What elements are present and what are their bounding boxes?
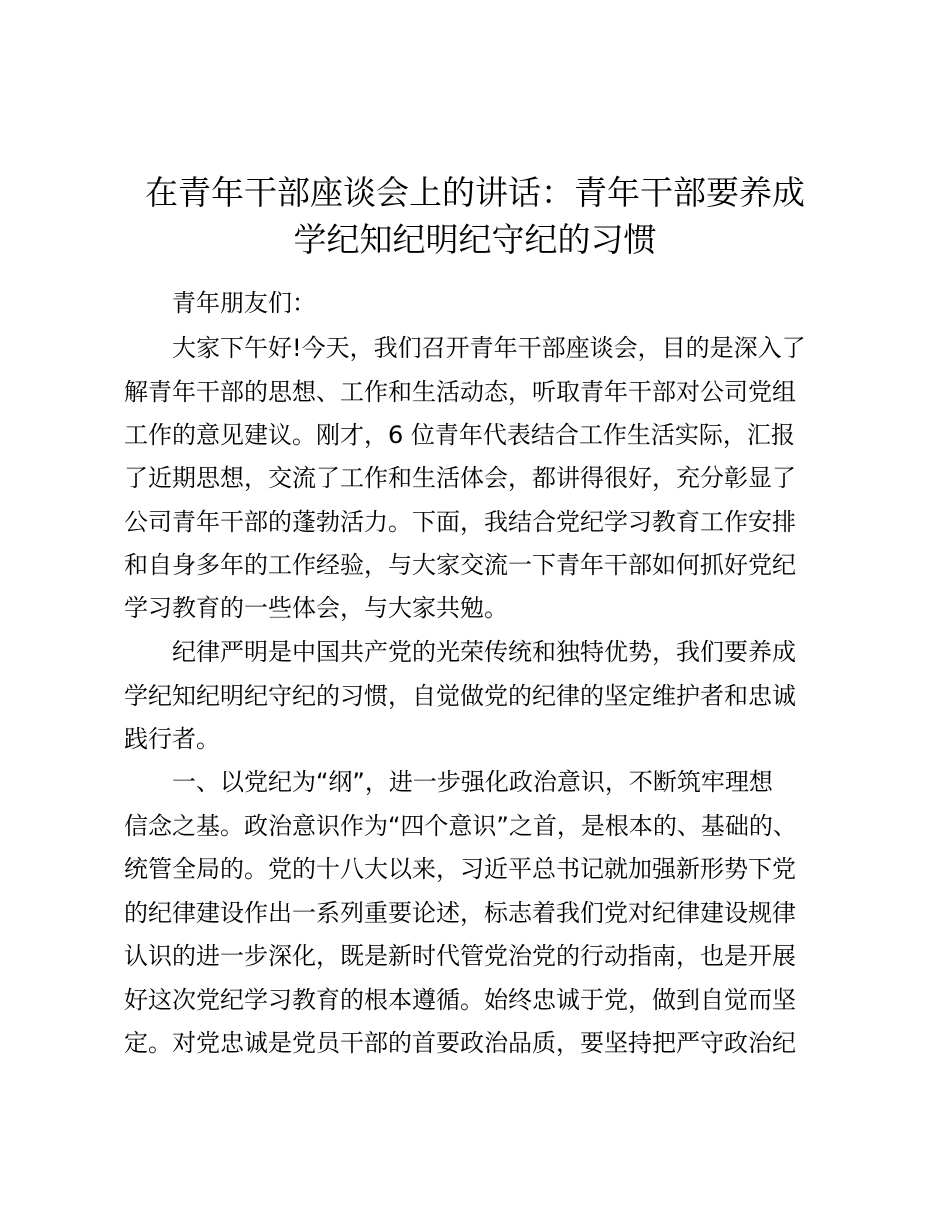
body-line: 解青年干部的思想、工作和生活动态，听取青年干部对公司党组 [124, 378, 796, 406]
body-line: 公司青年干部的蓬勃活力。下面，我结合党纪学习教育工作安排 [124, 508, 796, 536]
body-line: 信念之基。政治意识作为“四个意识”之首，是根本的、基础的、 [124, 812, 797, 840]
body-line: 好这次党纪学习教育的根本遵循。始终忠诚于党，做到自觉而坚 [124, 986, 796, 1014]
body-line: 认识的进一步深化，既是新时代管党治党的行动指南，也是开展 [124, 942, 796, 970]
salutation: 青年朋友们： [172, 289, 316, 317]
section-heading-line: 一、以党纪为“纲”，进一步强化政治意识，不断筑牢理想 [172, 768, 773, 796]
body-line: 工作的意见建议。刚才，6 位青年代表结合工作生活实际，汇报 [124, 421, 795, 449]
body-line: 了近期思想，交流了工作和生活体会，都讲得很好，充分彰显了 [124, 464, 796, 492]
body-line: 大家下午好!今天，我们召开青年干部座谈会，目的是深入了 [172, 334, 806, 362]
body-line: 纪律严明是中国共产党的光荣传统和独特优势，我们要养成 [172, 638, 796, 666]
body-line: 学习教育的一些体会，与大家共勉。 [124, 594, 508, 622]
body-line: 定。对党忠诚是党员干部的首要政治品质，要坚持把严守政治纪 [124, 1029, 796, 1057]
body-line: 统管全局的。党的十八大以来，习近平总书记就加强新形势下党 [124, 855, 796, 883]
document-title-line-1: 在青年干部座谈会上的讲话：青年干部要养成 [145, 173, 805, 212]
document-title-line-2: 学纪知纪明纪守纪的习惯 [293, 220, 657, 259]
body-line: 学纪知纪明纪守纪的习惯，自觉做党的纪律的坚定维护者和忠诚 [124, 682, 796, 710]
body-line: 的纪律建设作出一系列重要论述，标志着我们党对纪律建设规律 [124, 899, 796, 927]
body-line: 和自身多年的工作经验，与大家交流一下青年干部如何抓好党纪 [124, 551, 796, 579]
body-line: 践行者。 [124, 725, 220, 753]
